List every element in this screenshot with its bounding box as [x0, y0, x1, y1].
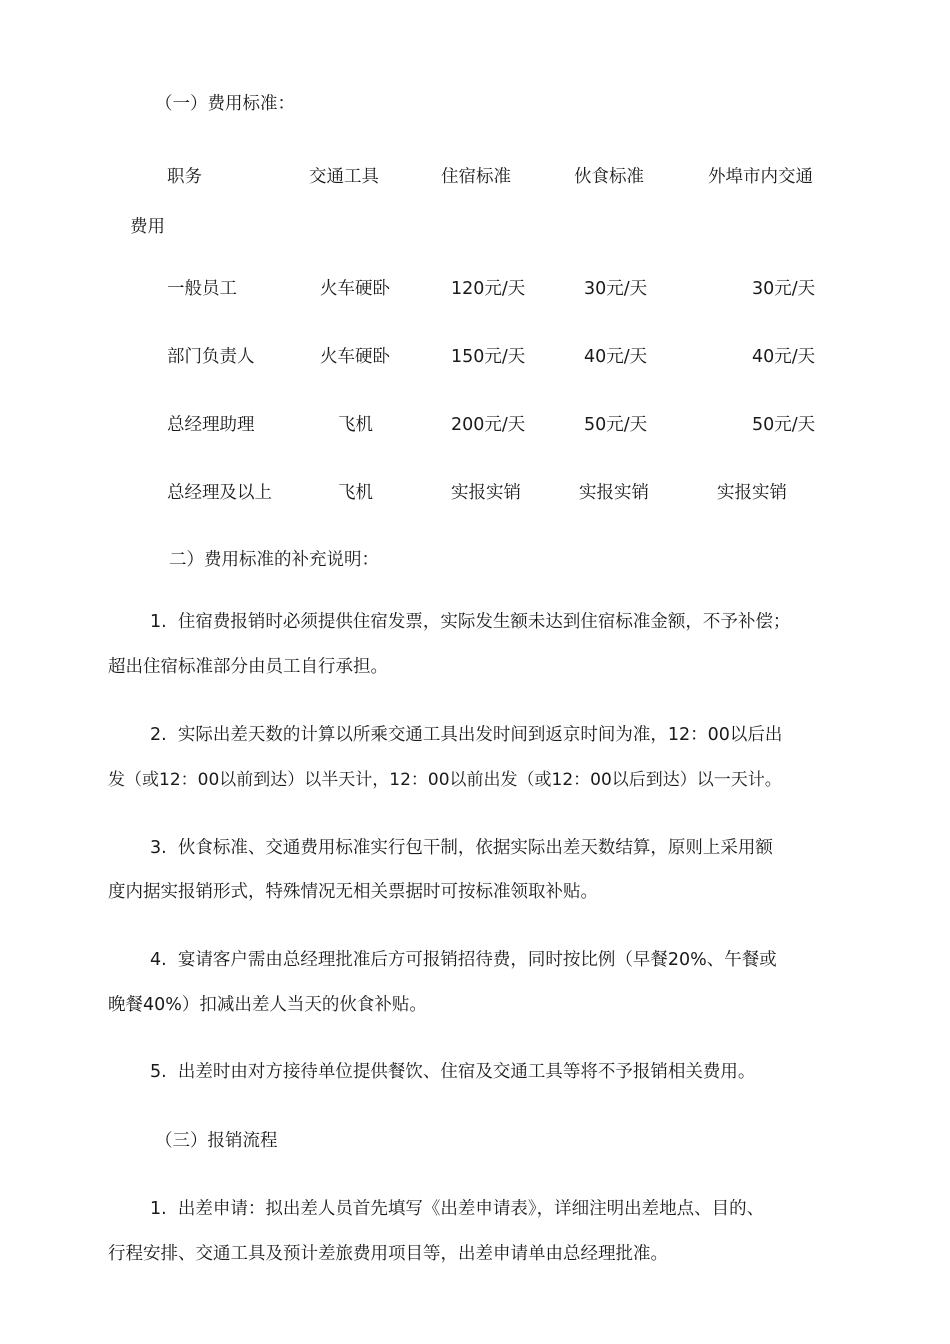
table-cell-meals: 实报实销 [579, 483, 649, 503]
list-item-text: 伙食标准、交通费用标准实行包干制，依据实际出差天数结算，原则上采用额 [177, 838, 773, 858]
table-header-transport: 交通工具 [309, 167, 379, 187]
table-cell-transport: 飞机 [338, 415, 373, 435]
section-heading-1: （一）费用标准： [155, 94, 295, 114]
list-item-number: 4. [150, 950, 167, 970]
table-cell-transport: 火车硬卧 [320, 279, 390, 299]
list-item-continuation: 行程安排、交通工具及预计差旅费用项目等，出差申请单由总经理批准。 [108, 1244, 668, 1264]
table-cell-transport: 飞机 [338, 483, 373, 503]
table-cell-meals: 40元/天 [584, 347, 648, 367]
list-item-first-line [150, 1197, 764, 1221]
list-item-text: 住宿费报销时必须提供住宿发票，实际发生额未达到住宿标准金额，不予补偿； [177, 612, 791, 632]
table-cell-lodging: 120元/天 [451, 279, 526, 299]
list-item-number: 3. [150, 838, 167, 858]
section-heading-2: 二）费用标准的补充说明： [169, 550, 379, 570]
table-cell-local-transport: 30元/天 [752, 279, 816, 299]
table-cell-local-transport: 50元/天 [752, 415, 816, 435]
table-cell-local-transport: 40元/天 [752, 347, 816, 367]
table-cell-position: 总经理及以上 [167, 483, 272, 503]
list-item-first-line [150, 610, 790, 634]
table-cell-lodging: 200元/天 [451, 415, 526, 435]
list-item-number: 1. [150, 612, 167, 632]
table-cell-position: 部门负责人 [167, 347, 255, 367]
list-item-first-line [150, 948, 777, 972]
table-cell-meals: 30元/天 [584, 279, 648, 299]
table-cell-position: 总经理助理 [167, 415, 255, 435]
list-item-number: 2. [150, 725, 167, 745]
list-item-continuation: 晚餐40%）扣减出差人当天的伙食补贴。 [108, 995, 427, 1015]
table-header-position: 职务 [167, 167, 202, 187]
table-header-lodging: 住宿标准 [441, 167, 511, 187]
list-item-number: 5. [150, 1062, 167, 1082]
table-cell-transport: 火车硬卧 [320, 347, 390, 367]
list-item-first-line [150, 1060, 755, 1084]
table-cell-lodging: 实报实销 [451, 483, 521, 503]
table-cell-position: 一般员工 [167, 279, 237, 299]
list-item-text: 出差申请：拟出差人员首先填写《出差申请表》，详细注明出差地点、目的、 [177, 1199, 765, 1219]
list-item-first-line [150, 836, 773, 860]
list-item-continuation: 发（或12：00以前到达）以半天计，12：00以前出发（或12：00以后到达）以一天计。 [108, 770, 782, 790]
table-cell-meals: 50元/天 [584, 415, 648, 435]
list-item-continuation: 超出住宿标准部分由员工自行承担。 [108, 657, 388, 677]
list-item-number: 1. [150, 1199, 167, 1219]
section-heading-3: （三）报销流程 [155, 1131, 278, 1151]
list-item-text: 实际出差天数的计算以所乘交通工具出发时间到返京时间为准，12：00以后出 [177, 725, 783, 745]
list-item-first-line [150, 723, 782, 747]
table-header-meals: 伙食标准 [574, 167, 644, 187]
table-cell-local-transport: 实报实销 [717, 483, 787, 503]
table-header-wrap: 费用 [130, 217, 165, 237]
list-item-text: 出差时由对方接待单位提供餐饮、住宿及交通工具等将不予报销相关费用。 [177, 1062, 756, 1082]
list-item-text: 宴请客户需由总经理批准后方可报销招待费，同时按比例（早餐20%、午餐或 [177, 950, 777, 970]
table-header-local-transport: 外埠市内交通 [708, 167, 813, 187]
list-item-continuation: 度内据实报销形式，特殊情况无相关票据时可按标准领取补贴。 [108, 882, 598, 902]
table-cell-lodging: 150元/天 [451, 347, 526, 367]
